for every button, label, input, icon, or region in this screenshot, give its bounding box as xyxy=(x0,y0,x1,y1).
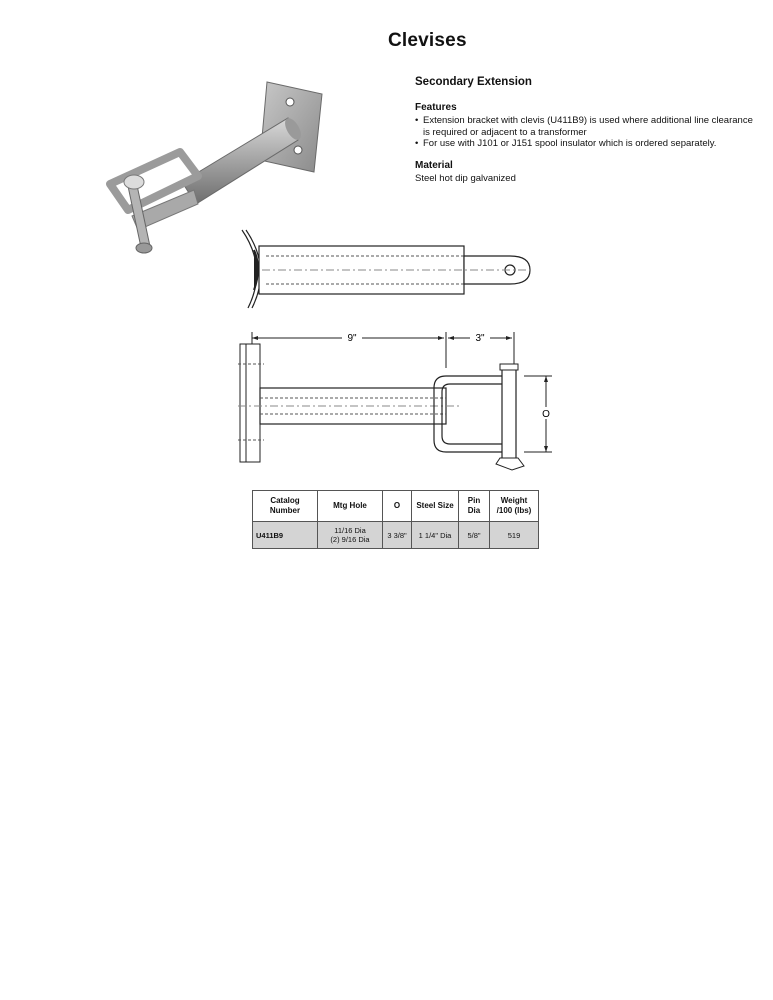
cell-catalog: U411B9 xyxy=(253,522,318,549)
specification-table xyxy=(252,490,539,549)
feature-item: • Extension bracket with clevis (U411B9) is used where additional line clearance is required or adjacent to a transformer xyxy=(415,115,755,138)
material-value: Steel hot dip galvanized xyxy=(415,172,516,184)
cell-mtg-hole xyxy=(318,522,383,549)
table-header-row xyxy=(253,491,539,522)
column-header-pin-dia: Pin Dia xyxy=(459,491,490,522)
cell-mtg-hole-line-1: 11/16 Dia xyxy=(334,526,366,535)
material-heading: Material xyxy=(415,159,453,171)
dimension-label-opening: O xyxy=(542,409,550,420)
features-heading: Features xyxy=(415,102,457,113)
column-header-steel-size: Steel Size xyxy=(412,491,459,522)
side-view-drawing xyxy=(232,224,542,319)
dimension-label-3in: 3" xyxy=(475,333,485,344)
dimension-label-9in: 9" xyxy=(347,333,357,344)
cell-weight: 519 xyxy=(490,522,539,549)
cell-o: 3 3/8" xyxy=(383,522,412,549)
table-row xyxy=(253,522,539,549)
cell-steel-size: 1 1/4" Dia xyxy=(412,522,459,549)
feature-item: • For use with J101 or J151 spool insulator which is ordered separately. xyxy=(415,138,755,150)
product-description xyxy=(415,76,755,184)
features-list xyxy=(415,115,755,150)
column-header-o: O xyxy=(383,491,412,522)
column-header-weight: Weight /100 (lbs) xyxy=(490,491,539,522)
top-view-drawing xyxy=(234,328,564,483)
product-name: Secondary Extension xyxy=(415,76,532,88)
page-title: Clevises xyxy=(388,30,467,51)
column-header-mtg-hole: Mtg Hole xyxy=(318,491,383,522)
cell-mtg-hole-line-2: (2) 9/16 Dia xyxy=(330,535,370,544)
column-header-catalog: Catalog Number xyxy=(253,491,318,522)
cell-pin-dia: 5/8" xyxy=(459,522,490,549)
